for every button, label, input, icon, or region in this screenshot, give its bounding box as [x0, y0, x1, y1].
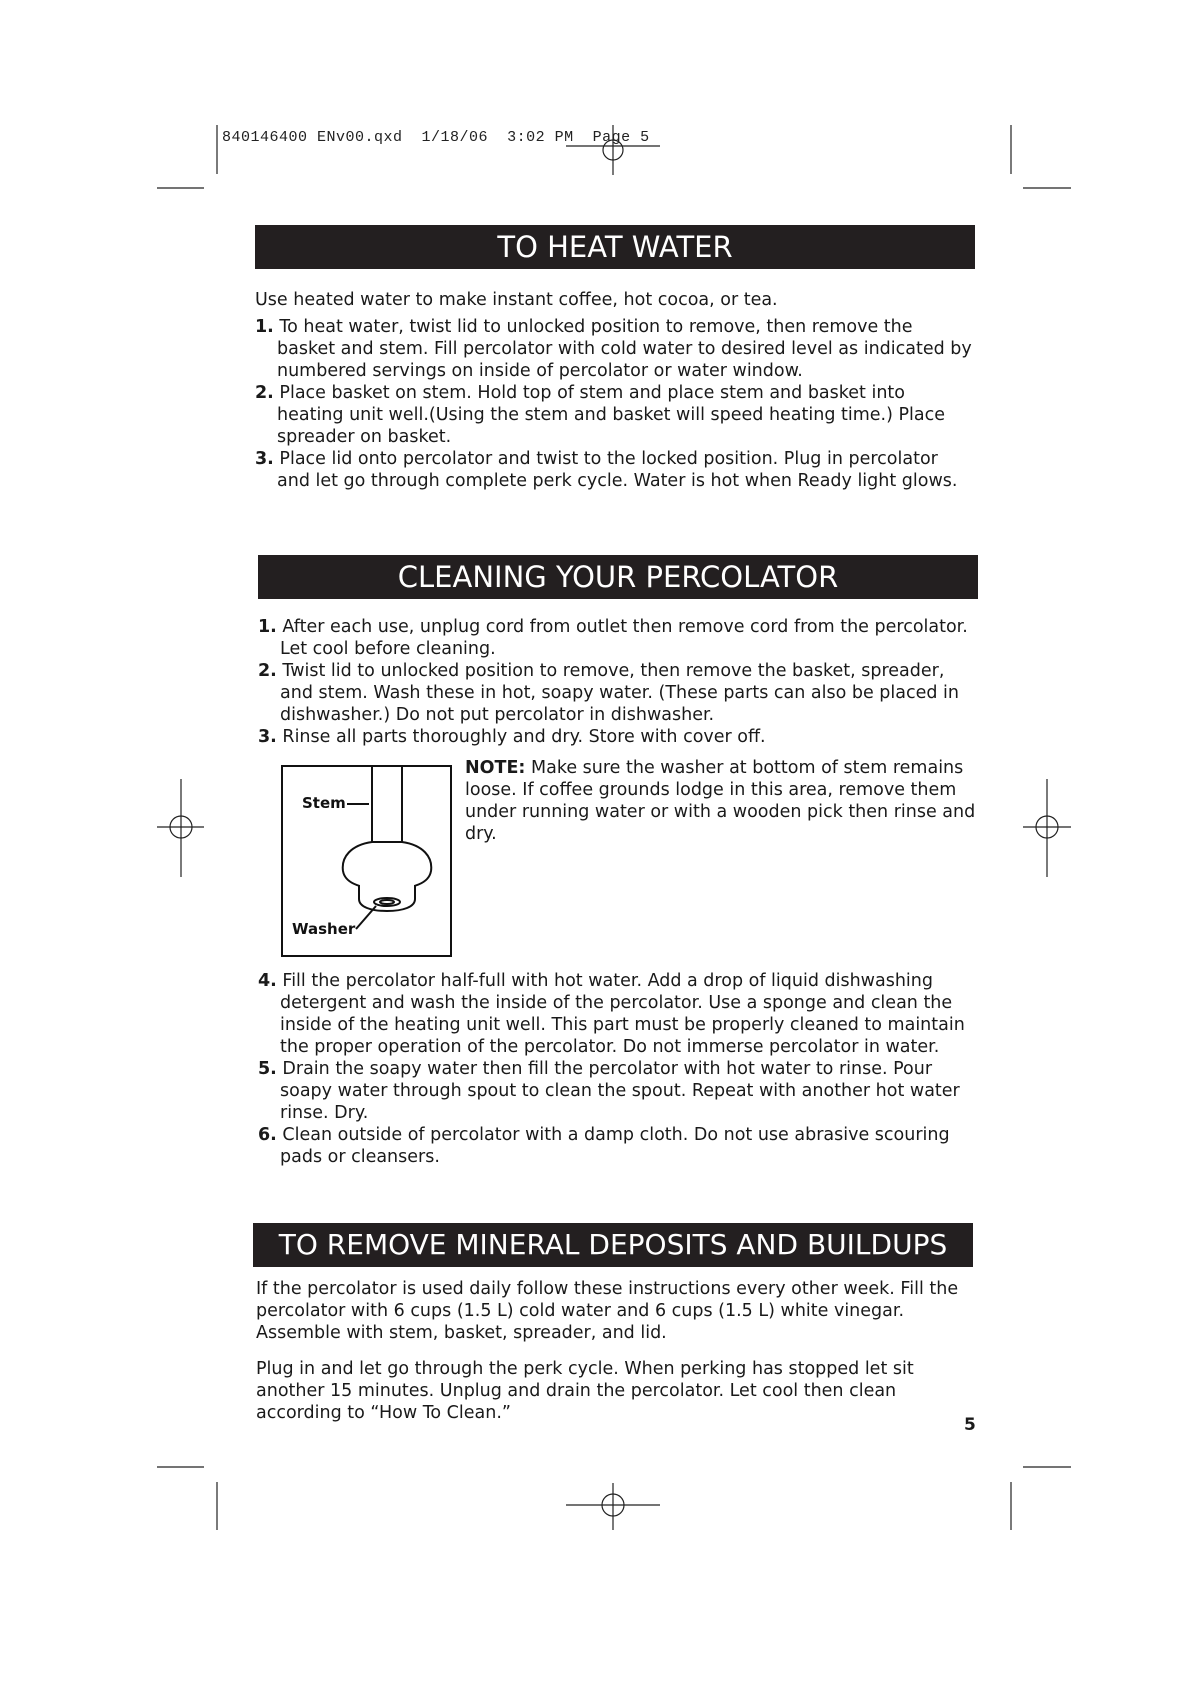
stem-label: Stem	[302, 794, 346, 812]
cleaning-steps-top	[258, 616, 978, 748]
mineral-para-1: If the percolator is used daily follow these instructions every other week. Fill the percolator with 6 cups (1.5 L) cold water and 6 cups (1.5 L) white vinegar. Assemble with stem, basket, spreader, and lid.	[256, 1279, 959, 1343]
note-label: NOTE:	[465, 758, 526, 778]
clean-step: 3. Rinse all parts thoroughly and dry. Store with cover off.	[258, 727, 766, 747]
slug-date: 1/18/06	[421, 129, 489, 146]
mineral-title: TO REMOVE MINERAL DEPOSITS AND BUILDUPS	[278, 1228, 948, 1261]
slug-time: 3:02 PM	[507, 129, 574, 146]
cleaning-title: CLEANING YOUR PERCOLATOR	[397, 560, 839, 594]
page-number: 5	[964, 1415, 976, 1435]
clean-step: 6. Clean outside of percolator with a damp cloth. Do not use abrasive scouring pads or cleansers.	[258, 1125, 950, 1167]
heat-water-header	[255, 225, 975, 269]
clean-step: 1. After each use, unplug cord from outlet then remove cord from the percolator. Let cool before cleaning.	[258, 617, 968, 659]
heat-step: 1. To heat water, twist lid to unlocked position to remove, then remove the basket and stem. Fill percolator with cold water to desired level as indicated by numbered servings on inside of percolator or water window.	[255, 317, 972, 381]
heat-intro: Use heated water to make instant coffee, hot cocoa, or tea.	[255, 290, 778, 310]
note-text: Make sure the washer at bottom of stem remains loose. If coffee grounds lodge in this area, remove them under running water or with a wooden pick then rinse and dry.	[465, 758, 976, 844]
clean-step: 2. Twist lid to unlocked position to remove, then remove the basket, spreader, and stem. Wash these in hot, soapy water. (These parts can also be placed in dishwasher.) Do not put percolator in dishwasher.	[258, 661, 960, 725]
cleaning-header	[258, 555, 978, 599]
heat-step: 3. Place lid onto percolator and twist to the locked position. Plug in percolator and let go through complete perk cycle. Water is hot when Ready light glows.	[255, 449, 958, 491]
clean-step: 4. Fill the percolator half-full with hot water. Add a drop of liquid dishwashing detergent and wash the inside of the percolator. Use a sponge and clean the inside of the heating unit well. This part must be properly cleaned to maintain the proper operation of the percolator. Do not immerse percolator in water.	[258, 971, 965, 1057]
clean-step: 5. Drain the soapy water then fill the percolator with hot water to rinse. Pour soapy water through spout to clean the spout. Repeat with another hot water rinse. Dry.	[258, 1059, 960, 1123]
note-block	[465, 757, 985, 845]
print-slug	[222, 129, 650, 146]
heat-step: 2. Place basket on stem. Hold top of stem and place stem and basket into heating unit well.(Using the stem and basket will speed heating time.) Place spreader on basket.	[255, 383, 946, 447]
heat-water-body	[255, 289, 975, 492]
cleaning-steps-bottom	[258, 970, 978, 1168]
slug-file: 840146400 ENv00.qxd	[222, 129, 403, 146]
heat-water-title: TO HEAT WATER	[497, 230, 733, 264]
mineral-para-2: Plug in and let go through the perk cycle. When perking has stopped let sit another 15 minutes. Unplug and drain the percolator. Let cool then clean according to “How To Clean.”	[256, 1359, 914, 1423]
mineral-header	[253, 1223, 973, 1267]
mineral-body	[256, 1278, 976, 1424]
washer-label: Washer	[292, 920, 356, 938]
stem-washer-figure	[281, 765, 452, 957]
slug-page: Page 5	[592, 129, 650, 146]
